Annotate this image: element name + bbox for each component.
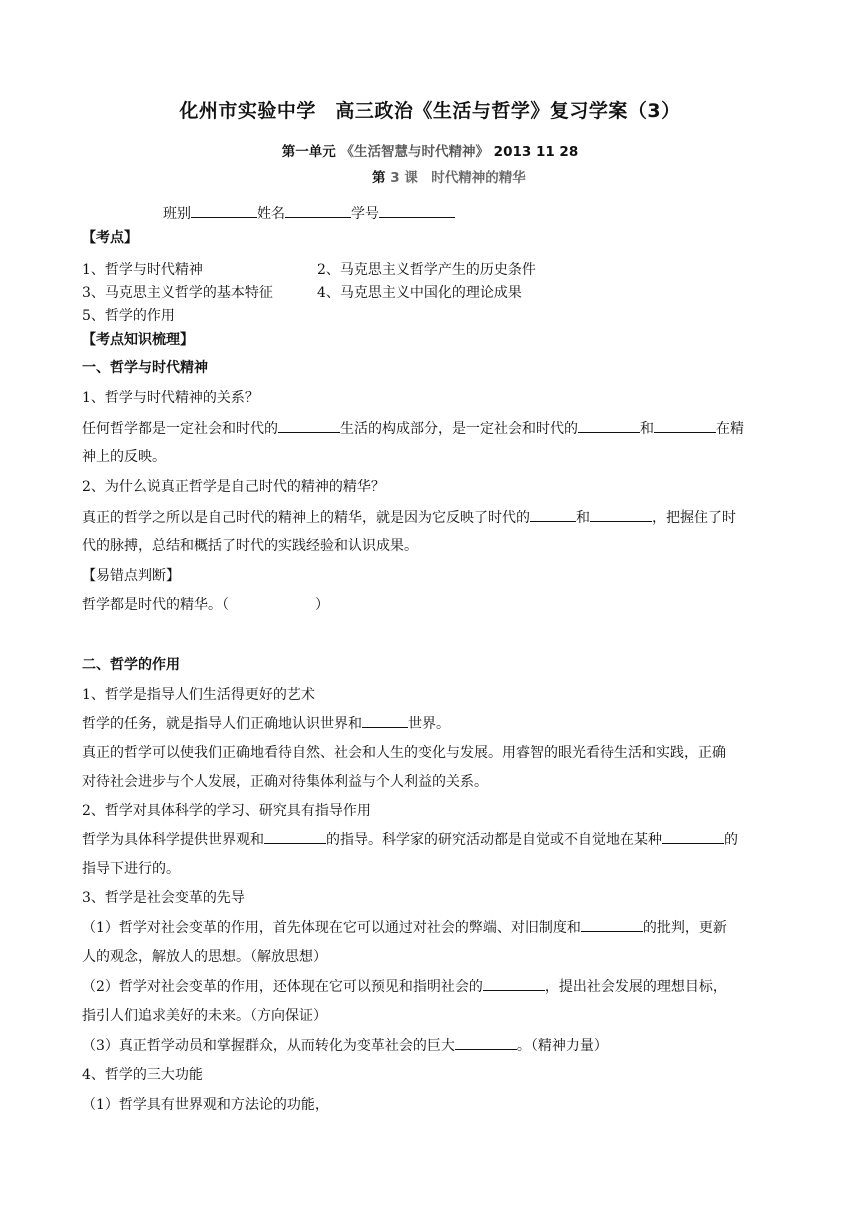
kaodian-heading: 【考点】	[82, 230, 138, 246]
point-2: 2、哲学对具体科学的学习、研究具有指导作用	[82, 803, 371, 819]
fill-blank[interactable]	[654, 419, 716, 433]
student-info-line	[163, 203, 455, 223]
point-1-line-c: 对待社会进步与个人发展，正确对待集体利益与个人利益的关系。	[82, 774, 488, 790]
name-field[interactable]	[285, 203, 351, 218]
mistake-item	[82, 594, 329, 614]
text-span: ，把握住了时	[652, 510, 736, 526]
kaodian-item: 1、哲学与时代精神	[82, 262, 203, 278]
text-span: （3）真正哲学动员和掌握群众，从而转化为变革社会的巨大	[82, 1038, 455, 1054]
question-1-answer-line	[82, 418, 744, 438]
question-2-answer-cont: 代的脉搏，总结和概括了时代的实践经验和认识成果。	[82, 538, 418, 554]
text-span: 哲学的任务，就是指导人们正确地认识世界和	[82, 716, 362, 732]
fill-blank[interactable]	[590, 508, 652, 522]
point-3: 3、哲学是社会变革的先导	[82, 890, 245, 906]
point-3-1-line-b: 人的观念，解放人的思想。（解放思想）	[82, 949, 327, 965]
fill-blank[interactable]	[581, 918, 643, 932]
date: 2013 11 28	[493, 144, 579, 160]
review-heading: 【考点知识梳理】	[82, 332, 194, 348]
fill-blank[interactable]	[362, 714, 408, 728]
fill-blank[interactable]	[264, 830, 326, 844]
point-1-line-b: 真正的哲学可以使我们正确地看待自然、社会和人生的变化与发展。用睿智的眼光看待生活和实践，正确	[82, 745, 726, 761]
page-title: 化州市实验中学 高三政治《生活与哲学》复习学案（3）	[179, 100, 681, 122]
id-label: 学号	[351, 206, 379, 222]
text-span: ，提出社会发展的理想目标，	[544, 979, 727, 995]
question-2-answer-line	[82, 507, 736, 527]
text-span: 任何哲学都是一定社会和时代的	[82, 421, 278, 437]
text-span: 和	[640, 421, 654, 437]
fill-blank[interactable]	[278, 419, 340, 433]
point-4: 4、哲学的三大功能	[82, 1067, 203, 1083]
unit-label: 第一单元	[281, 144, 336, 160]
point-3-3-line	[82, 1035, 608, 1055]
point-3-2-line-a	[82, 976, 727, 996]
fill-blank[interactable]	[662, 830, 724, 844]
text-span: 的批判，更新	[642, 920, 727, 936]
class-label: 班别	[163, 206, 191, 222]
point-3-1-line-a	[82, 917, 727, 937]
kaodian-item: 3、马克思主义哲学的基本特征	[82, 285, 273, 301]
lesson-prefix: 第	[372, 170, 386, 186]
point-3-2-line-b: 指引人们追求美好的未来。（方向保证）	[82, 1008, 327, 1024]
text-span: 真正的哲学之所以是自己时代的精神上的精华，就是因为它反映了时代的	[82, 510, 530, 526]
fill-blank[interactable]	[455, 1036, 517, 1050]
text-span: 的指导。科学家的研究活动都是自觉或不自觉地在某种	[326, 832, 662, 848]
point-2-line-a	[82, 829, 738, 849]
text-span: （1）哲学对社会变革的作用，首先体现在它可以通过对社会的弊端、对旧制度和	[82, 920, 581, 936]
question-1-answer-cont: 神上的反映。	[82, 449, 166, 465]
text-span: 哲学都是时代的精华。（	[82, 597, 229, 613]
text-span: 的	[724, 832, 738, 848]
lesson-number: 3	[390, 170, 400, 186]
fill-blank[interactable]	[530, 508, 576, 522]
unit-name: 《生活智慧与时代精神》	[340, 144, 489, 160]
kaodian-item: 5、哲学的作用	[82, 308, 175, 324]
unit-line	[0, 140, 860, 160]
text-span: 。（精神力量）	[516, 1038, 608, 1054]
section-1-title: 一、哲学与时代精神	[82, 360, 208, 376]
student-id-field[interactable]	[379, 203, 455, 218]
text-span: 世界。	[408, 716, 450, 732]
kaodian-item: 4、马克思主义中国化的理论成果	[317, 285, 522, 301]
point-1: 1、哲学是指导人们生活得更好的艺术	[82, 687, 315, 703]
lesson-line	[372, 166, 526, 186]
text-span: 哲学为具体科学提供世界观和	[82, 832, 264, 848]
point-2-line-b: 指导下进行的。	[82, 861, 180, 877]
mistake-heading: 【易错点判断】	[82, 568, 180, 584]
text-span: 和	[576, 510, 590, 526]
section-2-title: 二、哲学的作用	[82, 657, 180, 673]
text-span: 生活的构成部分，是一定社会和时代的	[340, 421, 578, 437]
text-span: （2）哲学对社会变革的作用，还体现在它可以预见和指明社会的	[82, 979, 483, 995]
point-1-line-a	[82, 713, 450, 733]
fill-blank[interactable]	[578, 419, 640, 433]
text-span: ）	[315, 597, 329, 613]
point-4-1: （1）哲学具有世界观和方法论的功能，	[82, 1097, 329, 1113]
text-span: 在精	[716, 421, 744, 437]
class-field[interactable]	[191, 203, 257, 218]
lesson-title: 课 时代精神的精华	[404, 170, 526, 186]
question-1: 1、哲学与时代精神的关系？	[82, 390, 259, 406]
kaodian-item: 2、马克思主义哲学产生的历史条件	[317, 262, 536, 278]
question-2: 2、为什么说真正哲学是自己时代的精神的精华？	[82, 479, 385, 495]
name-label: 姓名	[257, 206, 285, 222]
fill-blank[interactable]	[483, 977, 545, 991]
